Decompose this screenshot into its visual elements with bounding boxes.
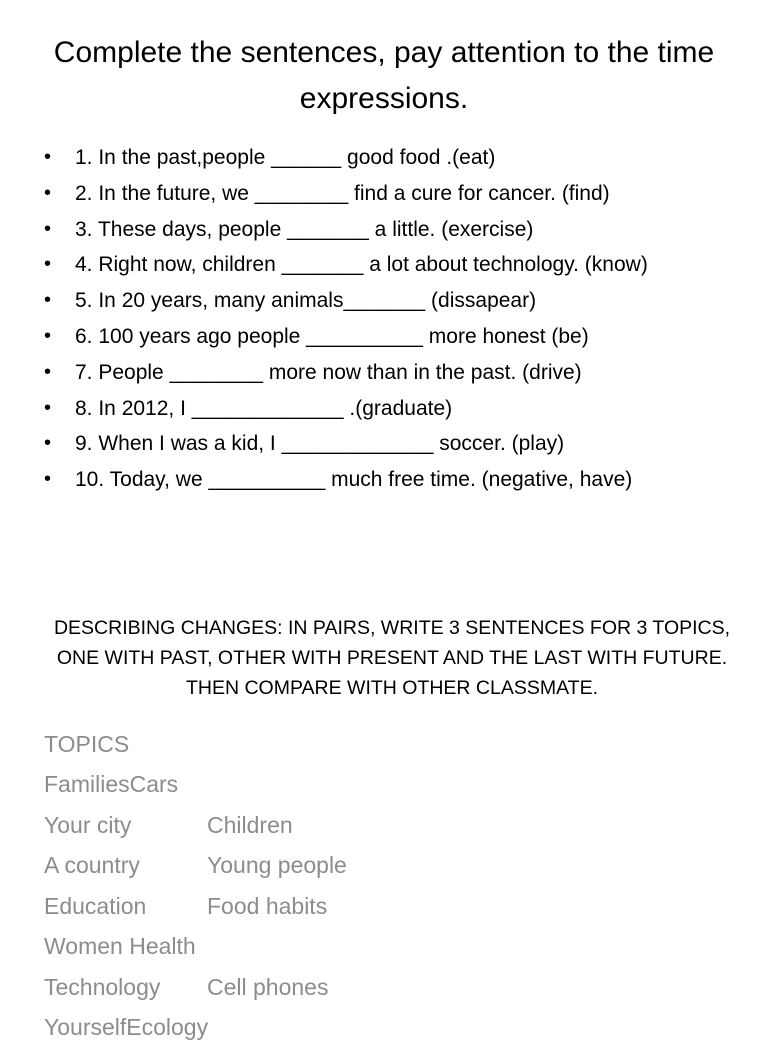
bullet-icon: • (44, 181, 52, 204)
exercise-item (44, 319, 648, 355)
topic-item: Cars (129, 771, 179, 797)
exercise-item (44, 283, 648, 319)
instructions-text: DESCRIBING CHANGES: IN PAIRS, WRITE 3 SENTENCES FOR 3 TOPICS, ONE WITH PAST, OTHER WITH PRESENT AND THE LAST WITH FUTURE. THEN COMPARE WITH OTHER CLASSMATE. (53, 617, 731, 699)
exercise-item (44, 355, 648, 391)
topic-item: A country (44, 852, 140, 878)
bullet-icon: • (44, 396, 52, 419)
bullet-icon: • (44, 468, 52, 491)
topic-row (44, 967, 744, 1008)
exercise-text: 9. When I was a kid, I _____________ soccer. (play) (75, 432, 565, 456)
exercise-text: 8. In 2012, I _____________ .(graduate) (75, 396, 453, 420)
topic-item: Your city (44, 811, 132, 838)
topic-item: Food habits (207, 892, 328, 919)
exercise-text: 3. These days, people _______ a little. (exercise) (75, 217, 534, 241)
topics-heading: TOPICS (44, 731, 130, 757)
exercise-item (44, 391, 648, 427)
topic-item: Technology (44, 973, 161, 1000)
bullet-icon: • (44, 360, 52, 383)
topic-item: Young people (207, 852, 347, 878)
exercise-item (44, 176, 648, 212)
topic-item: Ecology (126, 1014, 209, 1040)
exercise-text: 6. 100 years ago people __________ more honest (be) (75, 324, 589, 348)
topic-item: Yourself (44, 1014, 127, 1040)
topic-row (44, 886, 744, 927)
bullet-icon: • (44, 289, 52, 312)
bullet-icon: • (44, 253, 52, 276)
exercise-text: 2. In the future, we ________ find a cure for cancer. (find) (75, 181, 610, 205)
topic-row (44, 845, 744, 886)
topic-item: Families (44, 771, 130, 797)
topic-row (44, 1007, 744, 1048)
bullet-icon: • (44, 146, 52, 168)
topic-row (44, 805, 744, 846)
topic-item: Women (44, 933, 123, 959)
exercise-text: 4. Right now, children _______ a lot about technology. (know) (75, 253, 648, 277)
topic-item: Children (207, 811, 293, 838)
exercise-item (44, 247, 648, 283)
exercise-text: 5. In 20 years, many animals_______ (dissapear) (75, 289, 537, 313)
topic-item: Health (129, 933, 196, 959)
topic-item: Education (44, 892, 147, 919)
bullet-icon: • (44, 324, 52, 347)
exercise-item (44, 462, 648, 498)
topic-row (44, 764, 744, 805)
page-title: Complete the sentences, pay attention to the time expressions. (53, 36, 715, 115)
exercise-item (44, 426, 648, 462)
bullet-icon: • (44, 432, 52, 455)
exercise-text: 7. People ________ more now than in the past. (drive) (75, 360, 582, 384)
exercise-text: 10. Today, we __________ much free time. (negative, have) (75, 468, 633, 492)
topics-section (44, 724, 744, 1048)
exercise-list (44, 140, 648, 498)
exercise-text: 1. In the past,people ______ good food .(eat) (75, 146, 496, 169)
topic-row (44, 926, 744, 967)
exercise-item (44, 140, 648, 176)
topic-item: Cell phones (207, 973, 329, 1000)
exercise-item (44, 212, 648, 248)
bullet-icon: • (44, 217, 52, 240)
